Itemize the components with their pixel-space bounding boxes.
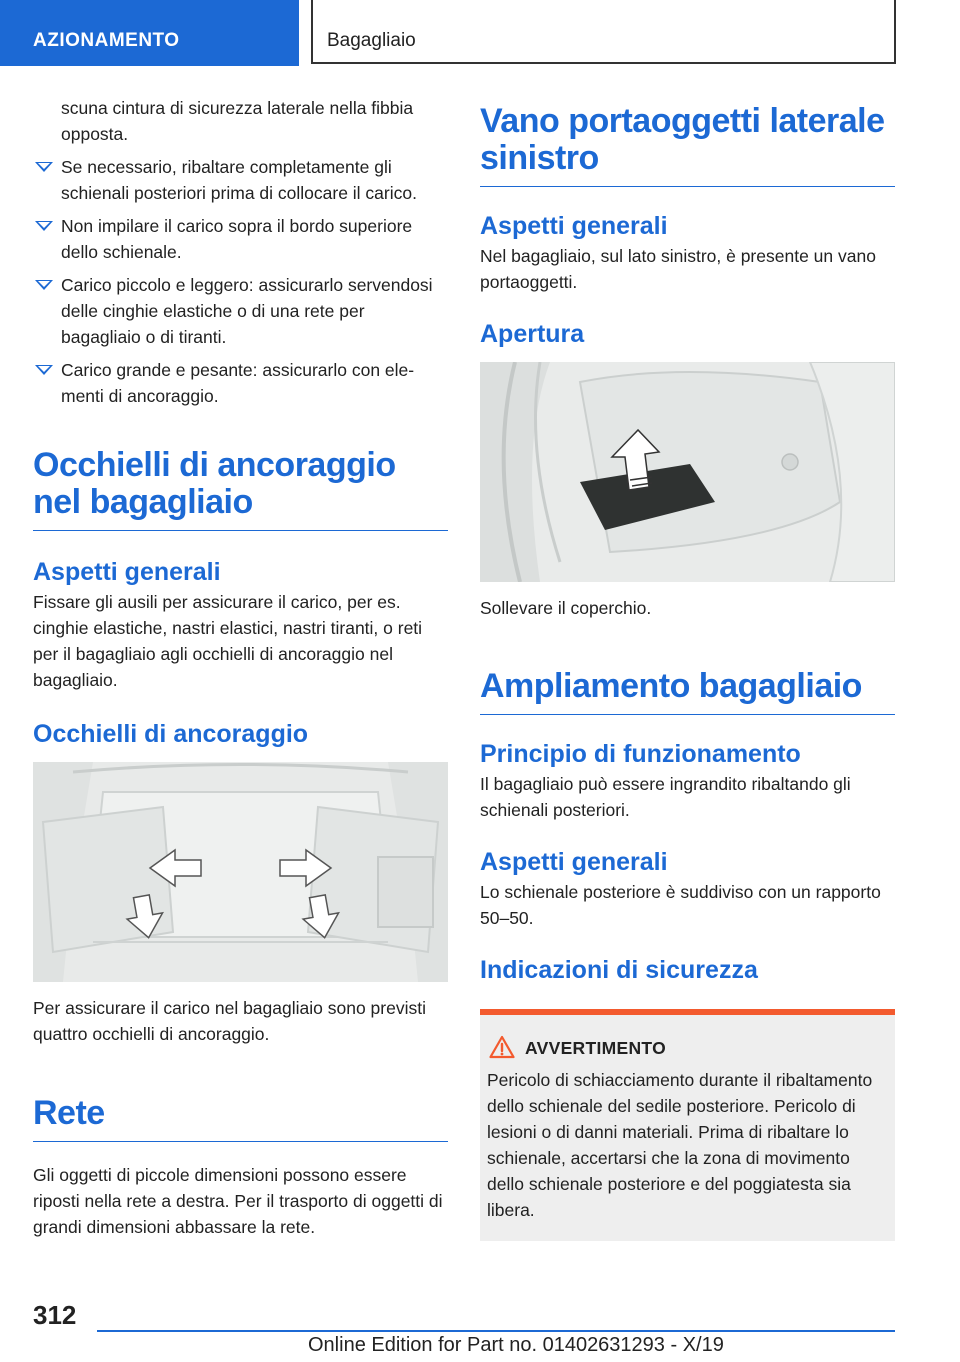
triangle-bullet-icon: [35, 280, 53, 290]
warning-title: AVVERTIMENTO: [487, 1035, 887, 1061]
list-item: Se necessario, ribaltare completamente gli schienali posteriori prima di collocare il carico.: [33, 154, 448, 206]
triangle-bullet-icon: [35, 365, 53, 375]
subsection-title: Aspetti generali: [33, 558, 221, 586]
warning-triangle-icon: [489, 1035, 515, 1059]
footer-divider: [97, 1330, 895, 1332]
triangle-bullet-icon: [35, 221, 53, 231]
list-item: Carico grande e pesante: assicurarlo con elementi di ancoraggio.: [33, 357, 448, 409]
bullet-list: [33, 154, 448, 409]
paragraph: Il bagagliaio può essere ingrandito ribaltando gli schienali posteriori.: [480, 774, 851, 820]
subsection-title: Occhielli di ancoraggio: [33, 720, 309, 748]
paragraph: Gli oggetti di piccole dimensioni possono essere riposti nella rete a destra. Per il trasporto di oggetti di grandi dimensioni abbassare la rete.: [33, 1165, 443, 1237]
trunk-anchor-eyes-illustration: [33, 762, 448, 982]
list-item: Carico piccolo e leggero: assicurarlo servendosi delle cinghie elastiche o di una rete per bagagliaio o di tiranti.: [33, 272, 448, 350]
subsection-title: Aspetti generali: [480, 848, 668, 876]
list-item: Non impilare il carico sopra il bordo superiore dello schienale.: [33, 213, 448, 265]
section-title-side-compartment: Vano portaoggetti laterale sinistro: [480, 103, 895, 187]
warning-box: [480, 1009, 895, 1241]
continued-bullet-text: scuna cintura di sicurezza laterale nella fibbia opposta.: [61, 98, 414, 144]
side-compartment-illustration: [480, 362, 895, 582]
page-header: [0, 0, 960, 66]
chapter-title: Bagagliaio: [311, 0, 896, 64]
figure-caption: Per assicurare il carico nel bagagliaio sono previsti quattro occhielli di ancoraggio.: [33, 998, 426, 1044]
figure-caption: Sollevare il coperchio.: [480, 598, 652, 618]
warning-text: Pericolo di schiacciamento durante il ribaltamento dello schienale del sedile posteriore. Pericolo di lesioni o di danni materiali. Prima di ribaltare lo schienale, accertarsi che la zona di movimento dello schienale posteriore e del poggiatesta sia libera.: [487, 1070, 873, 1220]
subsection-title: Apertura: [480, 320, 585, 348]
right-column: [480, 103, 895, 1241]
subsection-title: Principio di funzionamento: [480, 740, 801, 768]
page-number: 312: [33, 1300, 77, 1330]
section-title-net: Rete: [33, 1095, 448, 1142]
paragraph: Fissare gli ausili per assicurare il carico, per es. cinghie elastiche, nastri elastici, nastri tiranti, o reti per il bagagliaio agli occhielli di ancoraggio nel bagagliaio.: [33, 592, 423, 690]
paragraph: Lo schienale posteriore è suddiviso con un rapporto 50–50.: [480, 882, 881, 928]
paragraph: Nel bagagliaio, sul lato sinistro, è presente un vano portaoggetti.: [480, 246, 876, 292]
section-tab: AZIONAMENTO: [0, 0, 299, 66]
footer-edition: Online Edition for Part no. 01402631293 - X/19: [308, 1334, 724, 1356]
subsection-title: Aspetti generali: [480, 212, 668, 240]
section-title-trunk-expansion: Ampliamento bagagliaio: [480, 668, 895, 715]
triangle-bullet-icon: [35, 162, 53, 172]
section-title-anchor-eyes: Occhielli di ancoraggio nel bagagliaio: [33, 447, 448, 531]
subsection-title: Indicazioni di sicurezza: [480, 956, 758, 984]
left-column: [33, 95, 448, 1240]
